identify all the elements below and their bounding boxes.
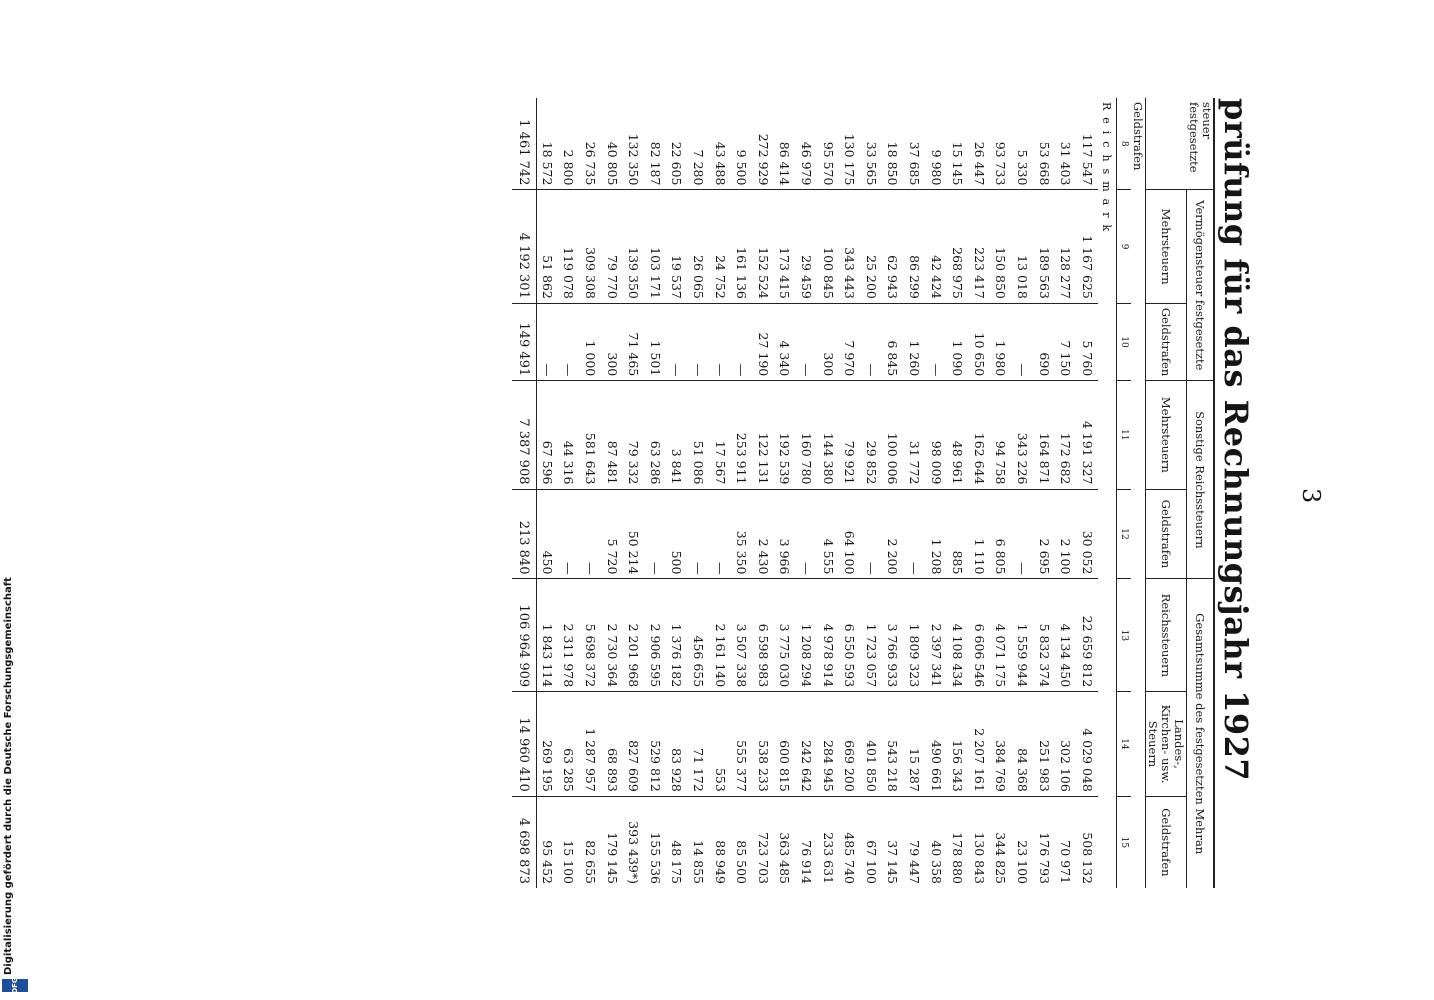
table-cell: — (1012, 303, 1034, 380)
header-group-gesamtsumme: Gesamtsumme des festgesetzten Mehran (1187, 579, 1215, 888)
table-cell: 1 260 (904, 303, 926, 380)
table-cell: 3 766 933 (882, 579, 904, 692)
table-cell: 272 929 (755, 133, 771, 186)
total-cell: 106 964 909 (512, 579, 537, 692)
unit-label: Reichsmark (1100, 102, 1114, 239)
table-cell: 29 459 (796, 190, 818, 303)
table-body (512, 98, 1098, 888)
table-cell: 3 841 (666, 381, 688, 489)
table-cell: 3 775 030 (774, 579, 796, 692)
totals-row (512, 98, 537, 888)
table-cell: 1 980 (990, 303, 1012, 380)
table-cell: 27 190 (753, 303, 775, 380)
table-cell: 192 539 (774, 381, 796, 489)
table-cell: 7 150 (1055, 303, 1077, 380)
table-cell: 71 172 (688, 692, 710, 797)
header-c9: Mehrsteuern (1146, 190, 1187, 303)
table-cell: 251 983 (1033, 692, 1055, 797)
table-cell: 401 850 (860, 692, 882, 797)
table-cell: 581 643 (580, 381, 602, 489)
total-cell: 213 840 (512, 489, 537, 579)
table-cell: 67 100 (860, 796, 882, 888)
table-row (623, 98, 645, 888)
column-number: 10 (1117, 303, 1132, 380)
table-cell: 1 000 (580, 303, 602, 380)
table-cell: 164 871 (1033, 381, 1055, 489)
header-c8-top: steuer festgesetzte (1146, 98, 1215, 190)
table-cell: 173 415 (774, 190, 796, 303)
table-row (947, 98, 969, 888)
table-cell: 70 971 (1055, 796, 1077, 888)
column-number: 12 (1117, 489, 1132, 579)
table-cell: 309 308 (580, 190, 602, 303)
table-cell: 23 100 (1012, 796, 1034, 888)
header-c14: Landes-, Kirchen- usw. Steuern (1146, 692, 1187, 797)
table-row (731, 98, 753, 888)
table-cell: 68 893 (601, 692, 623, 797)
table-cell: — (558, 303, 580, 380)
table-cell: 4 108 434 (947, 579, 969, 692)
table-cell: 85 500 (731, 796, 753, 888)
table-cell: — (860, 489, 882, 579)
header-c11: Mehrsteuern (1146, 381, 1187, 489)
column-number: 8 (1117, 98, 1132, 190)
table-cell: 26 735 (583, 141, 599, 186)
table-cell: 37 685 (906, 141, 922, 186)
table-cell: 4 134 450 (1055, 579, 1077, 692)
table-cell: 18 850 (885, 141, 901, 186)
table-cell: 150 850 (990, 190, 1012, 303)
table-cell: 393 439*) (623, 796, 645, 888)
table-cell: 19 537 (666, 190, 688, 303)
table-cell: 543 218 (882, 692, 904, 797)
table-cell: 10 650 (968, 303, 990, 380)
table-cell: 22 659 812 (1076, 579, 1098, 692)
table-cell: 17 567 (709, 381, 731, 489)
table-cell: — (645, 489, 667, 579)
table-cell: 4 555 (817, 489, 839, 579)
table-row (666, 98, 688, 888)
table-cell: 139 350 (623, 190, 645, 303)
rotated-content (255, 88, 1255, 888)
table-cell: 9 500 (734, 149, 750, 186)
table-cell: 67 596 (536, 381, 558, 489)
header-group-vermoegensteuer: Vermögensteuer festgesetzte (1187, 190, 1215, 381)
table-cell: 189 563 (1033, 190, 1055, 303)
table-row (990, 98, 1012, 888)
table-cell: 42 424 (925, 190, 947, 303)
table-cell: 14 855 (688, 796, 710, 888)
total-cell: 7 387 908 (512, 381, 537, 489)
table-cell: 79 770 (601, 190, 623, 303)
table-cell: 51 086 (688, 381, 710, 489)
table-cell: 3 507 338 (731, 579, 753, 692)
table-cell: 162 644 (968, 381, 990, 489)
table-cell: 2 100 (1055, 489, 1077, 579)
table-cell: — (709, 303, 731, 380)
column-number: 11 (1117, 381, 1132, 489)
table-cell: 86 299 (904, 190, 926, 303)
table-row (968, 98, 990, 888)
table-cell: 30 052 (1076, 489, 1098, 579)
table-cell: 5 330 (1014, 149, 1030, 186)
page-number: 3 (1297, 488, 1325, 504)
table-cell: 130 843 (968, 796, 990, 888)
column-number: 9 (1117, 190, 1132, 303)
header-c15: Geldstrafen (1146, 796, 1187, 888)
table-cell: 62 943 (882, 190, 904, 303)
table-cell: 63 286 (645, 381, 667, 489)
table-cell: 1 809 323 (904, 579, 926, 692)
table-cell: 1 110 (968, 489, 990, 579)
table-cell: 18 572 (539, 141, 555, 186)
footer-note: Digitalisierung gefördert durch die Deutsche Forschungsgemeinschaft (3, 577, 14, 975)
table-cell: 269 195 (536, 692, 558, 797)
table-row (1055, 98, 1077, 888)
table-row (839, 98, 861, 888)
table-cell: 53 668 (1036, 141, 1052, 186)
table-cell: 84 368 (1012, 692, 1034, 797)
table-cell: 86 414 (777, 141, 793, 186)
table-cell: 144 380 (817, 381, 839, 489)
table-cell: 83 928 (666, 692, 688, 797)
table-cell: 1 090 (947, 303, 969, 380)
table-cell: 43 488 (712, 141, 728, 186)
tax-table (512, 98, 1215, 888)
table-cell: 508 132 (1076, 796, 1098, 888)
table-cell: 2 800 (561, 149, 577, 186)
table-cell: 2 201 968 (623, 579, 645, 692)
table-cell: 71 465 (623, 303, 645, 380)
table-cell: 450 (536, 489, 558, 579)
table-cell: 4 340 (774, 303, 796, 380)
table-cell: 117 547 (1079, 133, 1095, 186)
table-cell: 79 447 (904, 796, 926, 888)
table-cell: 37 145 (882, 796, 904, 888)
table-cell: 33 565 (863, 141, 879, 186)
table-cell: 48 961 (947, 381, 969, 489)
table-cell: 3 966 (774, 489, 796, 579)
table-cell: — (860, 303, 882, 380)
table-cell: 48 175 (666, 796, 688, 888)
table-cell: 119 078 (558, 190, 580, 303)
table-cell: 2 311 978 (558, 579, 580, 692)
table-cell: 100 845 (817, 190, 839, 303)
table-cell: 95 570 (820, 141, 836, 186)
table-cell: 44 316 (558, 381, 580, 489)
table-cell: 130 175 (842, 133, 858, 186)
table-cell: 132 350 (626, 133, 642, 186)
table-cell: 827 609 (623, 692, 645, 797)
table-row (558, 98, 580, 888)
table-row (796, 98, 818, 888)
table-row (904, 98, 926, 888)
table-cell: 268 975 (947, 190, 969, 303)
total-cell: 4 698 873 (512, 796, 537, 888)
table-cell: 94 758 (990, 381, 1012, 489)
table-cell: 5 760 (1076, 303, 1098, 380)
table-cell: 553 (709, 692, 731, 797)
table-cell: 4 071 175 (990, 579, 1012, 692)
table-cell: 2 207 161 (968, 692, 990, 797)
header-c8: Geldstrafen (1131, 102, 1146, 171)
table-cell: 233 631 (817, 796, 839, 888)
table-cell: 26 065 (688, 190, 710, 303)
dfg-logo: DFG (2, 979, 28, 992)
table-cell: 6 550 593 (839, 579, 861, 692)
total-cell: 14 960 410 (512, 692, 537, 797)
table-cell: 2 430 (753, 489, 775, 579)
table-cell: 26 447 (971, 141, 987, 186)
table-cell: 669 200 (839, 692, 861, 797)
table-cell: 76 914 (796, 796, 818, 888)
table-cell: 155 536 (645, 796, 667, 888)
table-cell: 1 501 (645, 303, 667, 380)
table-cell: 82 655 (580, 796, 602, 888)
table-cell: — (796, 489, 818, 579)
table-cell: 161 136 (731, 190, 753, 303)
table-cell: 6 598 983 (753, 579, 775, 692)
table-cell: 343 443 (839, 190, 861, 303)
table-cell: — (688, 303, 710, 380)
header-c12: Geldstrafen (1146, 489, 1187, 579)
table-row (1076, 98, 1098, 888)
table-cell: 538 233 (753, 692, 775, 797)
table-cell: — (580, 489, 602, 579)
table-cell: 1 843 114 (536, 579, 558, 692)
table-row (1012, 98, 1034, 888)
table-row (753, 98, 775, 888)
table-cell: 344 825 (990, 796, 1012, 888)
table-cell: — (558, 489, 580, 579)
table-cell: 284 945 (817, 692, 839, 797)
table-cell: 25 200 (860, 190, 882, 303)
table-cell: 2 730 364 (601, 579, 623, 692)
table-cell: 79 332 (623, 381, 645, 489)
table-cell: 2 161 140 (709, 579, 731, 692)
table-cell: — (709, 489, 731, 579)
table-cell: 302 106 (1055, 692, 1077, 797)
table-cell: 95 452 (536, 796, 558, 888)
table-cell: 2 906 595 (645, 579, 667, 692)
table-row (709, 98, 731, 888)
table-cell: — (688, 489, 710, 579)
table-cell: 88 949 (709, 796, 731, 888)
table-cell: 176 793 (1033, 796, 1055, 888)
table-cell: 156 343 (947, 692, 969, 797)
table-cell: 122 131 (753, 381, 775, 489)
table-cell: 600 815 (774, 692, 796, 797)
table-cell: 253 911 (731, 381, 753, 489)
table-row (536, 98, 558, 888)
table-cell: — (796, 303, 818, 380)
total-cell: 1 461 742 (512, 98, 537, 190)
table-cell: 7 280 (691, 149, 707, 186)
table-cell: 51 862 (536, 190, 558, 303)
table-cell: — (925, 303, 947, 380)
table-cell: 5 720 (601, 489, 623, 579)
table-cell: 5 698 372 (580, 579, 602, 692)
table-cell: — (536, 303, 558, 380)
table-row (817, 98, 839, 888)
table-cell: — (904, 489, 926, 579)
table-row (688, 98, 710, 888)
header-c10: Geldstrafen (1146, 303, 1187, 380)
table-cell: 242 642 (796, 692, 818, 797)
table-row (860, 98, 882, 888)
table-cell: 6 606 546 (968, 579, 990, 692)
table-cell: 2 695 (1033, 489, 1055, 579)
table-cell: 46 979 (798, 141, 814, 186)
table-cell: 4 029 048 (1076, 692, 1098, 797)
header-group-sonstige: Sonstige Reichssteuern (1187, 381, 1215, 579)
table-cell: 500 (666, 489, 688, 579)
table-cell: — (666, 303, 688, 380)
table-cell: 103 171 (645, 190, 667, 303)
table-cell: 31 403 (1058, 141, 1074, 186)
table-cell: 15 145 (950, 141, 966, 186)
table-row (645, 98, 667, 888)
total-cell: 4 192 301 (512, 190, 537, 303)
table-cell: 1 559 944 (1012, 579, 1034, 692)
table-cell: 100 006 (882, 381, 904, 489)
table-cell: 160 780 (796, 381, 818, 489)
table-cell: 223 417 (968, 190, 990, 303)
table-cell: 15 287 (904, 692, 926, 797)
column-number: 13 (1117, 579, 1132, 692)
table-cell: 179 145 (601, 796, 623, 888)
table-cell: 1 287 957 (580, 692, 602, 797)
table-row (1033, 98, 1055, 888)
table-cell: 82 187 (647, 141, 663, 186)
table-cell: 1 208 294 (796, 579, 818, 692)
total-cell: 149 491 (512, 303, 537, 380)
table-cell: 4 978 914 (817, 579, 839, 692)
table-row (601, 98, 623, 888)
table-cell: 98 009 (925, 381, 947, 489)
table-cell: 1 167 625 (1076, 190, 1098, 303)
table-cell: — (731, 303, 753, 380)
table-cell: 40 358 (925, 796, 947, 888)
table-cell: 490 661 (925, 692, 947, 797)
table-cell: 13 018 (1012, 190, 1034, 303)
header-c13: Reichssteuern (1146, 579, 1187, 692)
table-cell: 2 200 (882, 489, 904, 579)
table-cell: 87 481 (601, 381, 623, 489)
table-cell: 15 100 (558, 796, 580, 888)
table-cell: 22 605 (669, 141, 685, 186)
table-cell: 7 970 (839, 303, 861, 380)
table-cell: 485 740 (839, 796, 861, 888)
table-cell: 5 832 374 (1033, 579, 1055, 692)
table-cell: 128 277 (1055, 190, 1077, 303)
page-title: prüfung für das Rechnungsjahr 1927 (1217, 98, 1255, 782)
table-cell: 384 769 (990, 692, 1012, 797)
table-cell: 1 723 057 (860, 579, 882, 692)
table-cell: 555 377 (731, 692, 753, 797)
table-cell: 152 524 (753, 190, 775, 303)
table-cell: 343 226 (1012, 381, 1034, 489)
table-cell: 93 733 (993, 141, 1009, 186)
table-cell: 300 (817, 303, 839, 380)
table-cell: 178 880 (947, 796, 969, 888)
table-row (774, 98, 796, 888)
table-cell: 63 285 (558, 692, 580, 797)
table-cell: — (1012, 489, 1034, 579)
column-number: 14 (1117, 692, 1132, 797)
table-cell: 6 805 (990, 489, 1012, 579)
table-cell: 172 682 (1055, 381, 1077, 489)
table-row (580, 98, 602, 888)
table-cell: 2 397 341 (925, 579, 947, 692)
table-cell: 9 980 (928, 149, 944, 186)
table-cell: 300 (601, 303, 623, 380)
column-number: 15 (1117, 796, 1132, 888)
table-cell: 50 214 (623, 489, 645, 579)
table-cell: 1 208 (925, 489, 947, 579)
table-cell: 35 350 (731, 489, 753, 579)
table-cell: 4 191 327 (1076, 381, 1098, 489)
table-cell: 79 921 (839, 381, 861, 489)
table-header (1098, 98, 1214, 888)
table-cell: 24 752 (709, 190, 731, 303)
table-cell: 456 655 (688, 579, 710, 692)
table-row (882, 98, 904, 888)
table-cell: 885 (947, 489, 969, 579)
table-cell: 40 805 (604, 141, 620, 186)
table-cell: 363 485 (774, 796, 796, 888)
table-cell: 690 (1033, 303, 1055, 380)
table-cell: 529 812 (645, 692, 667, 797)
table-cell: 6 845 (882, 303, 904, 380)
table-cell: 723 703 (753, 796, 775, 888)
table-row (925, 98, 947, 888)
table-cell: 1 376 182 (666, 579, 688, 692)
column-numbers-row (1117, 98, 1132, 888)
table-cell: 31 772 (904, 381, 926, 489)
table-cell: 29 852 (860, 381, 882, 489)
table-cell: 64 100 (839, 489, 861, 579)
